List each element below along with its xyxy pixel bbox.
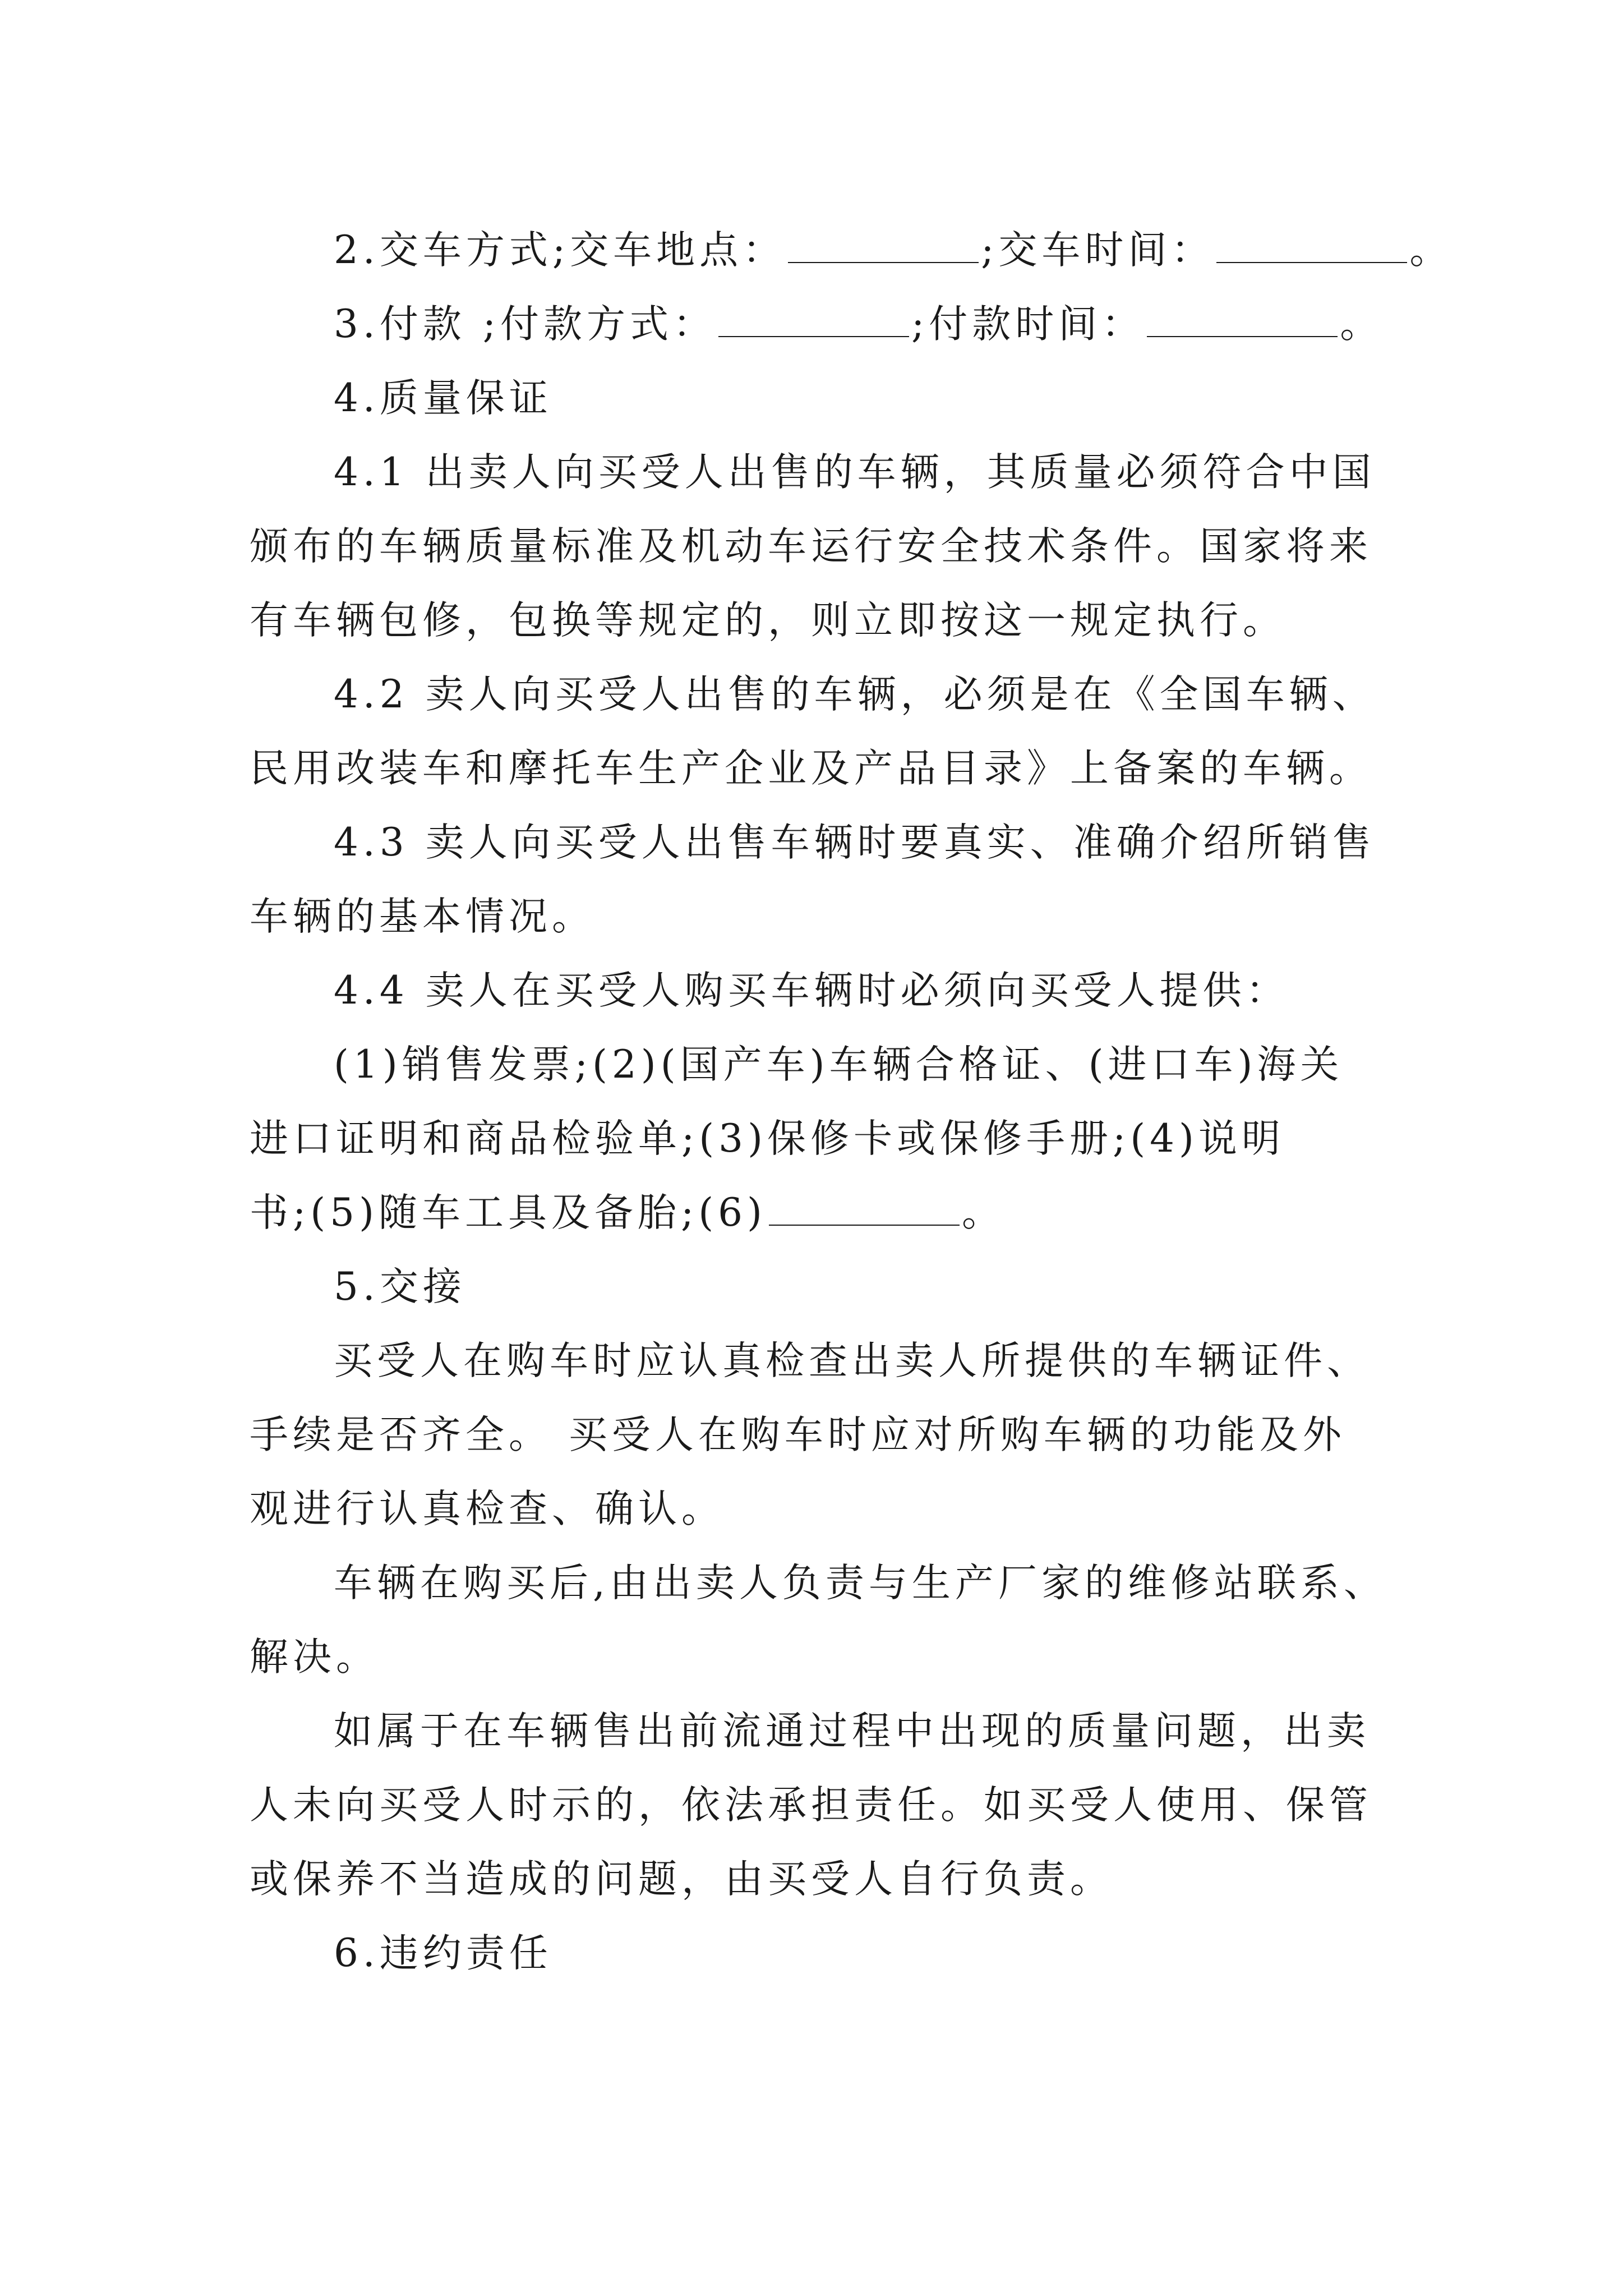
payment-method-blank: [718, 325, 909, 337]
clause-4-2-line-2: 民用改装车和摩托车生产企业及产品目录》上备案的车辆。: [250, 746, 1372, 791]
clause-4-1-line-2: 颁布的车辆质量标准及机动车运行安全技术条件。国家将来: [250, 524, 1372, 569]
delivery-method-label: 2.交车方式;交车地点：: [334, 228, 786, 273]
handover-p2-line-1: 车辆在购买后,由出卖人负责与生产厂家的维修站联系、: [334, 1561, 1387, 1605]
payment-method-label: 3.付款 ;付款方式：: [334, 302, 717, 347]
delivery-time-blank: [1216, 251, 1407, 263]
clause-4-4-intro: 4.4 卖人在买受人购买车辆时必须向买受人提供：: [334, 968, 1289, 1013]
contract-body: [250, 213, 1453, 1990]
payment-time-label: ;付款时间：: [911, 302, 1145, 347]
payment-period: 。: [1340, 302, 1384, 347]
section-heading-liability: 6.违约责任: [334, 1931, 552, 1976]
clause-4-3-line-2: 车辆的基本情况。: [250, 894, 595, 939]
handover-p1-line-1: 买受人在购车时应认真检查出卖人所提供的车辆证件、: [334, 1338, 1370, 1383]
clause-4-4-list-line-3: [250, 1176, 1433, 1250]
clause-4-4-list-line-2: 进口证明和商品检验单;(3)保修卡或保修手册;(4)说明: [250, 1116, 1285, 1161]
handover-p3-line-2: 人未向买受人时示的，依法承担责任。如买受人使用、保管: [250, 1783, 1372, 1828]
handover-p1-line-2: 手续是否齐全。 买受人在购车时应对所购车辆的功能及外: [250, 1412, 1346, 1457]
clause-4-4-list-line-1: (1)销售发票;(2)(国产车)车辆合格证、(进口车)海关: [334, 1042, 1344, 1087]
delivery-period: 。: [1409, 228, 1453, 273]
clause-4-1-line-1: 4.1 出卖人向买受人出售的车辆，其质量必须符合中国: [334, 450, 1376, 495]
delivery-clause: [250, 213, 1453, 287]
section-heading-handover: 5.交接: [334, 1264, 466, 1309]
clause-4-2-line-1: 4.2 卖人向买受人出售的车辆，必须是在《全国车辆、: [334, 672, 1376, 717]
delivery-time-label: ;交车时间：: [981, 228, 1215, 273]
clause-4-4-list-text: 书;(5)随车工具及备胎;(6): [250, 1190, 767, 1235]
payment-time-blank: [1147, 325, 1338, 337]
handover-p3-line-3: 或保养不当造成的问题，由买受人自行负责。: [250, 1857, 1113, 1902]
delivery-location-blank: [788, 251, 979, 263]
clause-4-1-line-3: 有车辆包修，包换等规定的，则立即按这一规定执行。: [250, 598, 1286, 643]
handover-p1-line-3: 观进行认真检查、确认。: [250, 1487, 725, 1531]
clause-4-4-period: 。: [961, 1190, 1005, 1235]
handover-p3-line-1: 如属于在车辆售出前流通过程中出现的质量问题，出卖: [334, 1709, 1370, 1754]
handover-p2-line-2: 解决。: [250, 1635, 379, 1680]
section-heading-quality: 4.质量保证: [334, 376, 552, 421]
other-items-blank: [769, 1213, 960, 1226]
payment-clause: [250, 287, 1433, 361]
clause-4-3-line-1: 4.3 卖人向买受人出售车辆时要真实、准确介绍所销售: [334, 820, 1376, 865]
